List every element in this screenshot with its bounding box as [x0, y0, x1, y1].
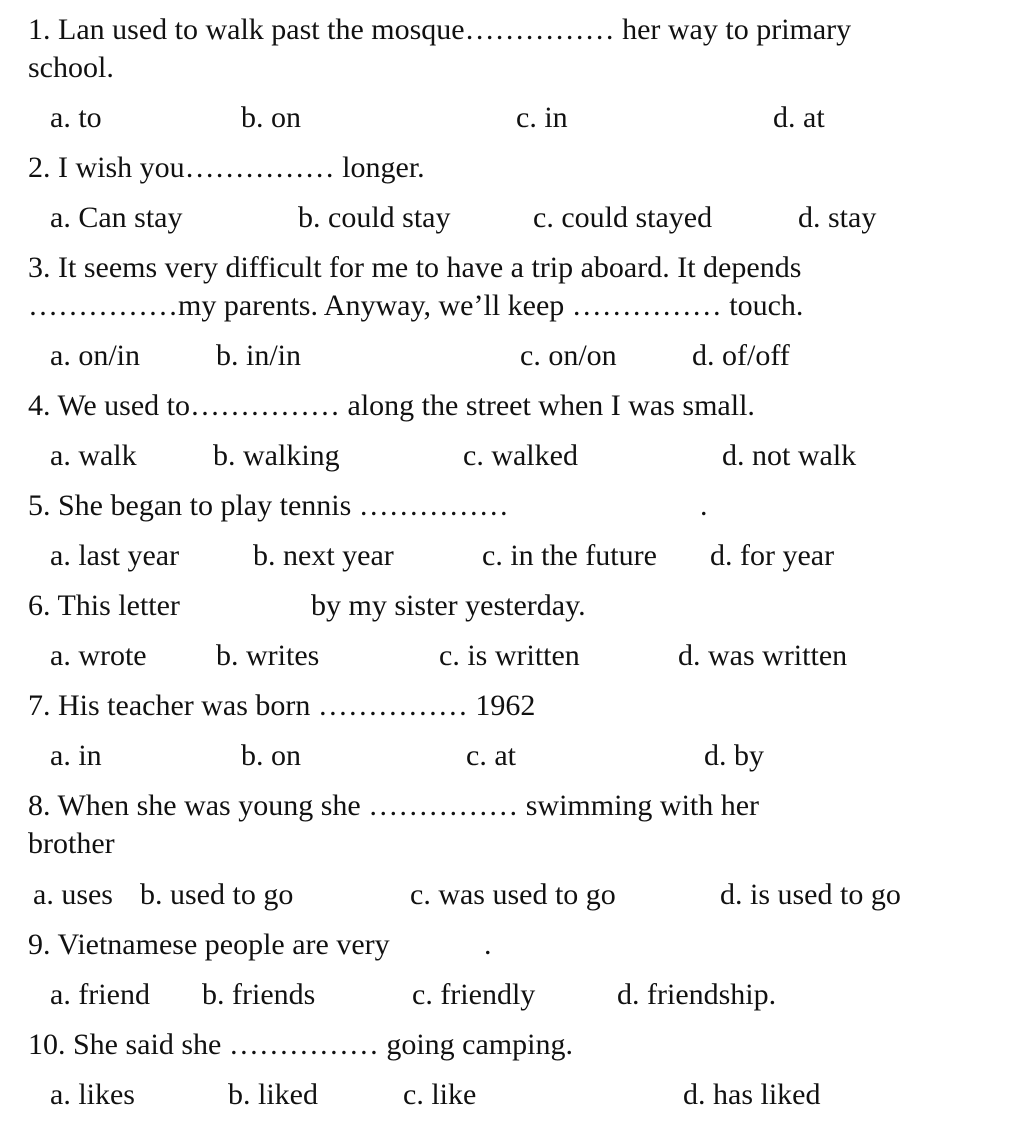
question-2-option-c: c. could stayed: [533, 201, 713, 234]
question-3-option-d: d. of/off: [692, 339, 790, 372]
question-6-line-1: 6. This letter: [28, 589, 180, 622]
question-9-trailing-period: .: [484, 928, 492, 961]
question-10-option-c: c. like: [403, 1078, 477, 1111]
question-7-option-b: b. on: [241, 739, 301, 772]
question-4-line-1: 4. We used to…………… along the street when I was small.: [28, 389, 755, 422]
question-8-option-a: a. uses: [33, 878, 113, 911]
question-8-option-c: c. was used to go: [410, 878, 616, 911]
question-2-option-b: b. could stay: [298, 201, 451, 234]
question-8-option-d: d. is used to go: [720, 878, 901, 911]
question-6-option-a: a. wrote: [50, 639, 147, 672]
question-6-line-1-continued: by my sister yesterday.: [311, 589, 586, 622]
question-9-line-1: 9. Vietnamese people are very: [28, 928, 390, 961]
question-4-option-d: d. not walk: [722, 439, 857, 472]
question-6-option-c: c. is written: [439, 639, 580, 672]
question-10-option-b: b. liked: [228, 1078, 318, 1111]
question-5-option-b: b. next year: [253, 539, 394, 572]
question-5-option-a: a. last year: [50, 539, 180, 572]
question-4-option-a: a. walk: [50, 439, 137, 472]
question-10-line-1: 10. She said she …………… going camping.: [28, 1028, 573, 1061]
question-8-line-2: brother: [28, 827, 115, 860]
question-9-option-a: a. friend: [50, 978, 150, 1011]
question-6-option-b: b. writes: [216, 639, 320, 672]
question-1-option-d: d. at: [773, 101, 825, 134]
question-5-trailing-period: .: [700, 489, 708, 522]
question-5-option-c: c. in the future: [482, 539, 657, 572]
question-3-option-b: b. in/in: [216, 339, 302, 372]
question-9-option-c: c. friendly: [412, 978, 536, 1011]
question-3-option-a: a. on/in: [50, 339, 140, 372]
question-1-option-c: c. in: [516, 101, 568, 134]
question-9-option-b: b. friends: [202, 978, 316, 1011]
question-8-option-b: b. used to go: [140, 878, 294, 911]
question-3-line-2: ……………my parents. Anyway, we’ll keep …………… touch.: [28, 289, 804, 322]
question-1-line-1: 1. Lan used to walk past the mosque…………… her way to primary: [28, 13, 852, 46]
question-10-option-a: a. likes: [50, 1078, 135, 1111]
question-7-option-d: d. by: [704, 739, 764, 772]
question-7-option-c: c. at: [466, 739, 516, 772]
question-3-line-1: 3. It seems very difficult for me to have a trip aboard. It depends: [28, 251, 802, 284]
question-1-option-b: b. on: [241, 101, 301, 134]
question-2-line-1: 2. I wish you…………… longer.: [28, 151, 425, 184]
question-7-option-a: a. in: [50, 739, 102, 772]
question-5-option-d: d. for year: [710, 539, 835, 572]
question-1-line-2: school.: [28, 51, 114, 84]
question-5-line-1: 5. She began to play tennis ……………: [28, 489, 509, 522]
question-9-option-d: d. friendship.: [617, 978, 777, 1011]
question-6-option-d: d. was written: [678, 639, 848, 672]
question-2-option-d: d. stay: [798, 201, 877, 234]
question-10-option-d: d. has liked: [683, 1078, 821, 1111]
question-2-option-a: a. Can stay: [50, 201, 183, 234]
question-1-option-a: a. to: [50, 101, 102, 134]
question-3-option-c: c. on/on: [520, 339, 617, 372]
question-7-line-1: 7. His teacher was born …………… 1962: [28, 689, 536, 722]
question-4-option-c: c. walked: [463, 439, 578, 472]
question-4-option-b: b. walking: [213, 439, 340, 472]
question-8-line-1: 8. When she was young she …………… swimming with her: [28, 789, 760, 822]
